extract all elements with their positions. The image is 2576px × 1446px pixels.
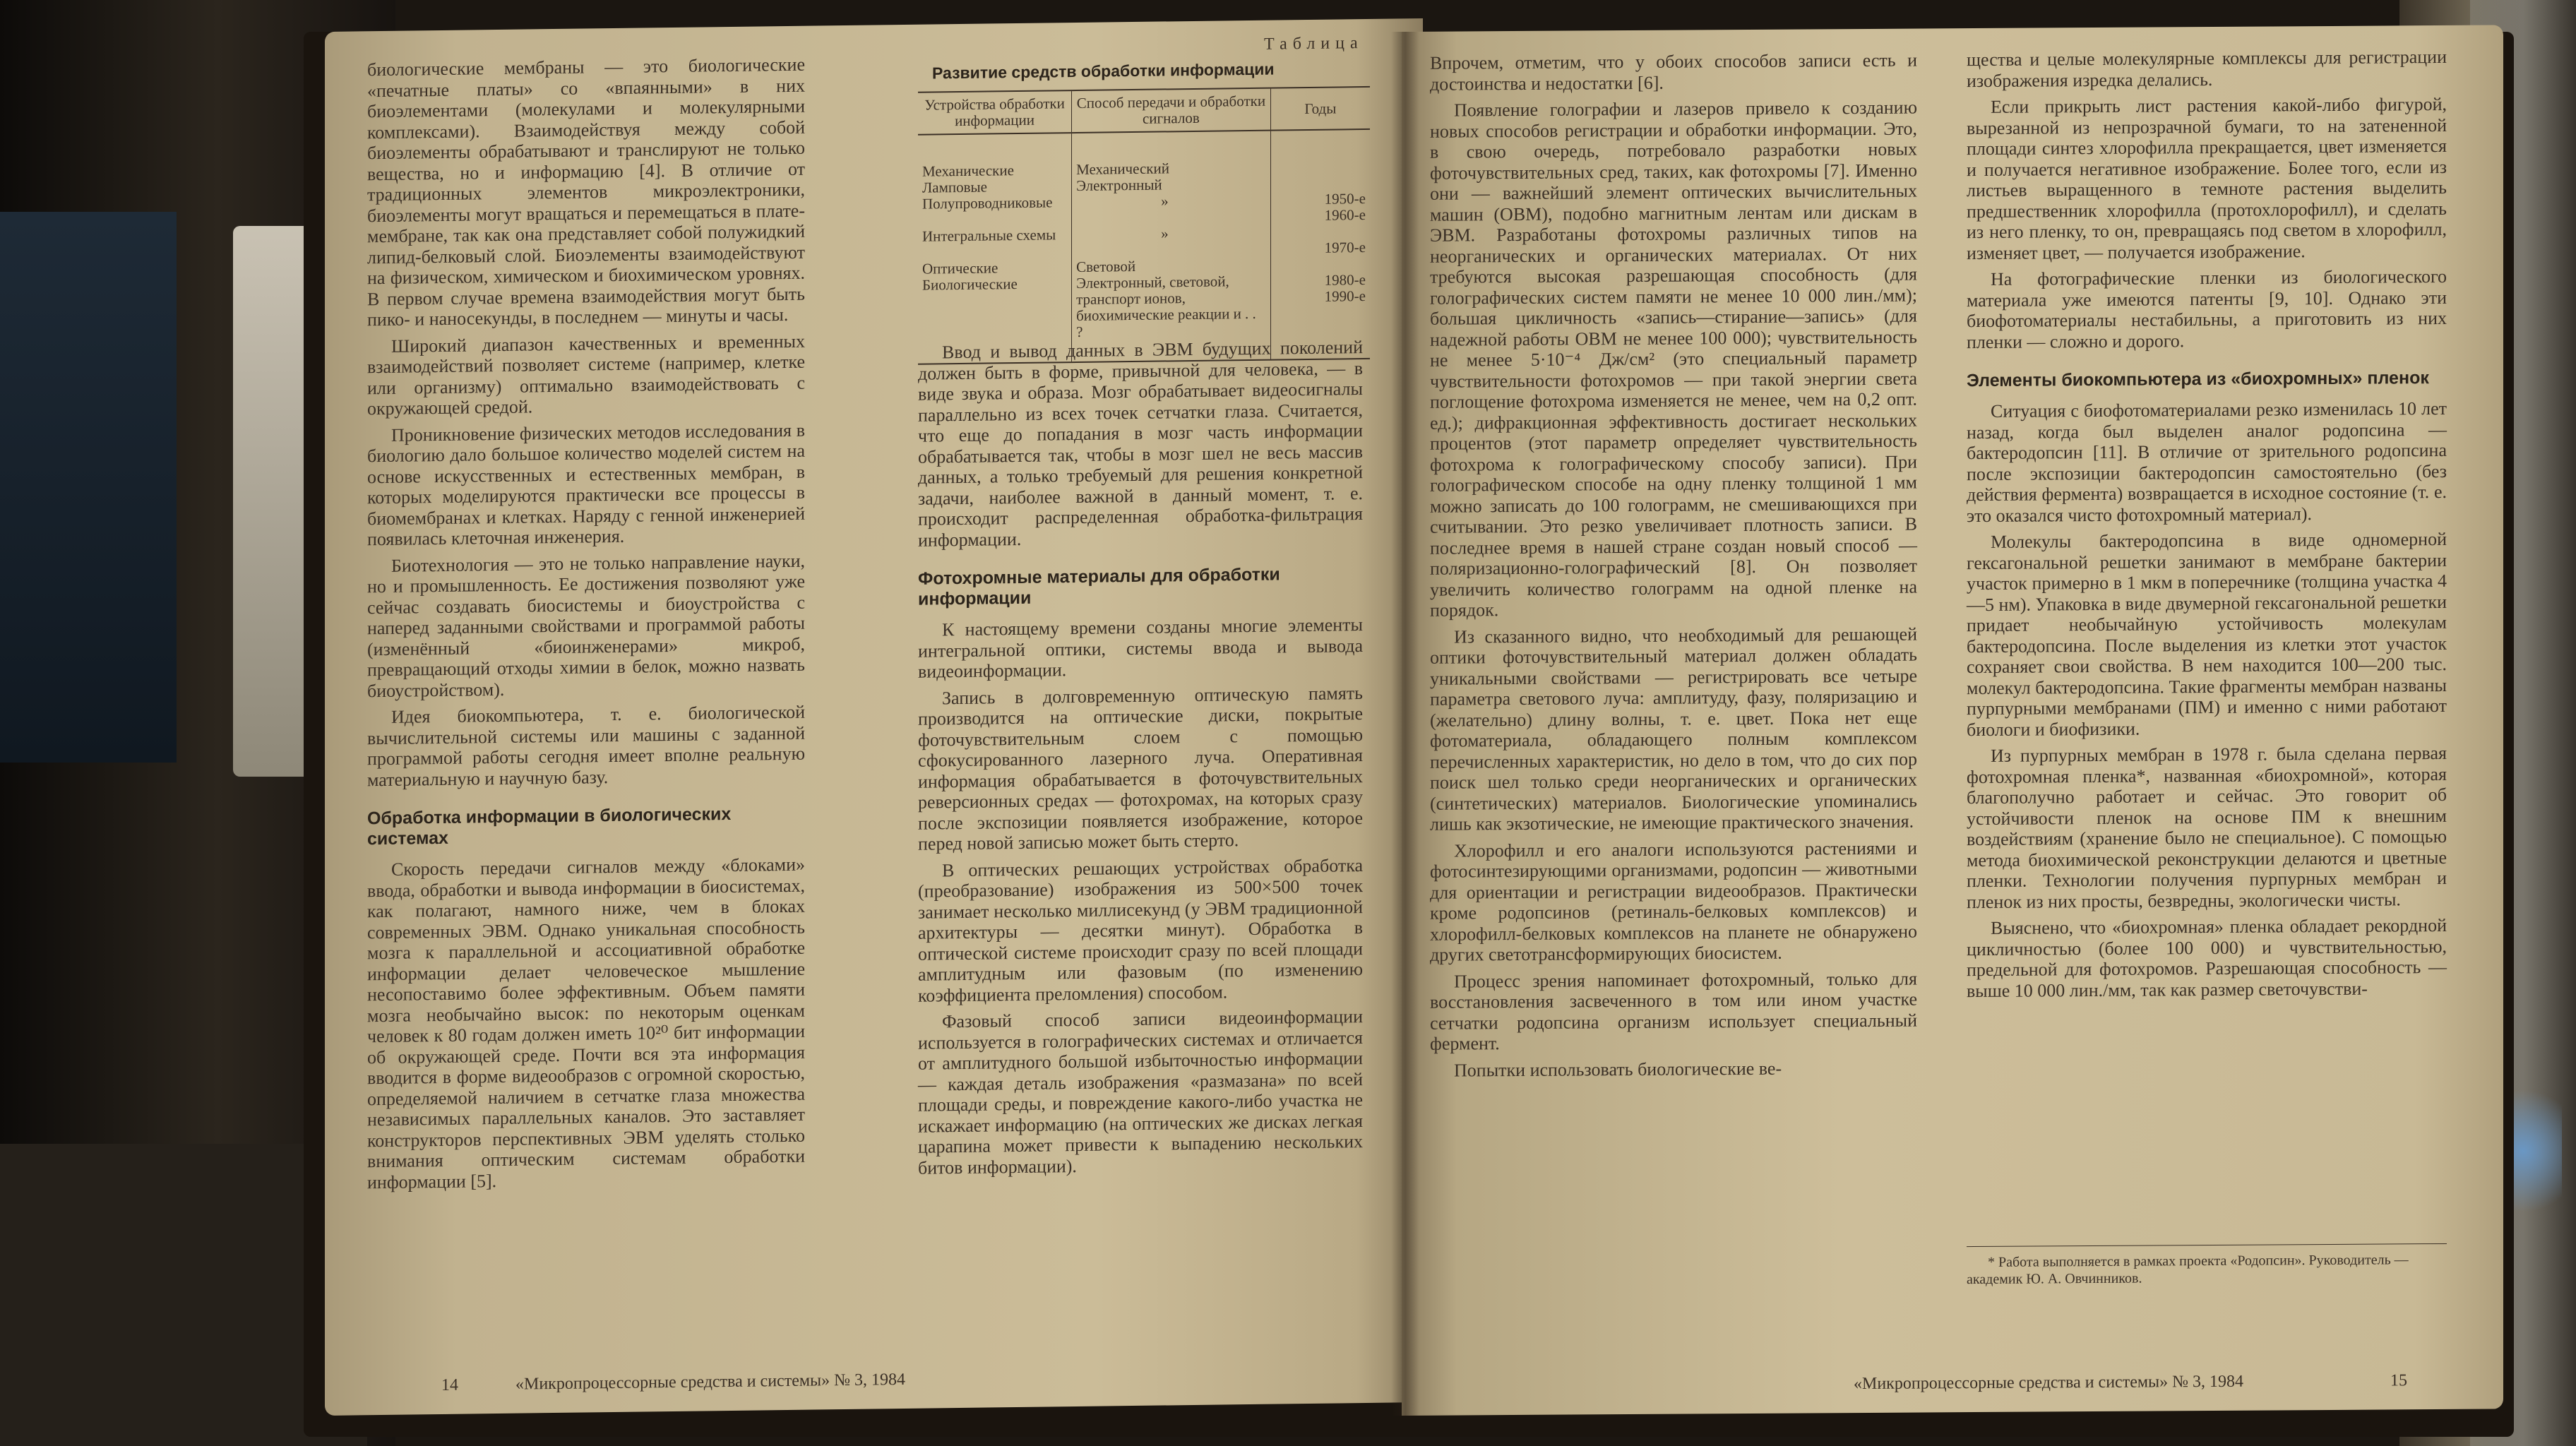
table-title: Развитие средств обработки информации (932, 59, 1275, 83)
table-cell: 1990-е (1324, 287, 1366, 305)
paragraph: щества и целые молекулярные комплексы для регистрации изображения изредка делались. (1967, 46, 2447, 91)
paragraph: Запись в долговременную оптическую память производится на оптические диски, покрытые фоточувствительным слоем с помощью сфокусированного лазерного луча. Оперативная информация обрабатывается в фоточувствительных реверсионных средах — фотохромах, на которых сразу после экспозиции появляется изображение, которое перед новой записью может быть стерто. (918, 682, 1363, 854)
table-cell: Биологические (922, 275, 1018, 294)
table-cell: Световой (1076, 257, 1136, 275)
devices-cell (918, 133, 1072, 364)
paragraph: Процесс зрения напоминает фотохромный, только для восстановления засвеченного в том или ином участке сетчатки родопсина организм использует специальный фермент. (1430, 968, 1917, 1054)
right-column-2 (1967, 47, 2447, 1007)
left-column-1 (367, 54, 805, 1199)
paragraph: Выяснено, что «биохромная» пленка обладает рекордной цикличностью (более 100 000) и чувствительностью, предельной для фотохромов. Разрешающая способность — выше 10 000 лин./мм, так как размер светочувстви- (1967, 914, 2447, 1001)
paragraph: Биотехнология — это не только направление науки, но и промышленность. Ее достижения позволяют уже сейчас создавать биосистемы и биоустройства с наперед заданными свойствами и программой работы (изменённый «биоинженерами» микроб, превращающий отходы химии в белок, можно назвать биоустройством). (367, 550, 805, 701)
paragraph: Из пурпурных мембран в 1978 г. была сделана первая фотохромная пленка*, названная «биохромной», которая благополучно работает и сейчас. Это говорит об устойчивости пленок на основе ПМ к внешним воздействиям (хранение было не специальное). С помощью метода биохимической реконструкции делаются и цветные пленки. Технологии получения пурпурных мембран и пленок из них просты, безвредны, экологически чисты. (1967, 742, 2447, 912)
right-column-1 (1430, 50, 1917, 1087)
open-book (304, 32, 2514, 1437)
paragraph: Если прикрыть лист растения какой-либо фигурой, вырезанной из непрозрачной бумаги, то на затененной площади синтез хлорофилла прекращается, цвет изменяется и получается негативное изображение. Более того, если из листьев выращенного в темноте растения выделить предшественник хлорофилла (протохлорофилл), и сделать из него пленку, то он, превращаясь под светом в хлорофилл, изменяет цвет, — получается изображение. (1967, 93, 2447, 263)
footnote: * Работа выполняется в рамках проекта «Родопсин». Руководитель — академик Ю. А. Овчинников. (1967, 1243, 2447, 1288)
table-cell: » (1161, 225, 1169, 242)
table-cell: 1970-е (1324, 238, 1366, 256)
section-heading: Элементы биокомпьютера из «биохромных» пленок (1967, 368, 2429, 391)
paragraph: Фазовый способ записи видеоинформации используется в голографических системах и отличается от амплитудного большой избыточностью информации — каждая деталь изображения «размазана» по всей площади среды, и повреждение какого-либо участка не искажает информацию (на оптических же дисках легкая царапина может привести к выпадению нескольких битов информации). (918, 1006, 1363, 1178)
table-header: Устройства обработки информации (918, 90, 1072, 135)
methods-cell (1072, 131, 1271, 362)
page-number: 14 (441, 1375, 458, 1394)
paragraph: Широкий диапазон качественных и временных взаимодействий позволяет системе (например, клетке или организму) оптимально взаимодействовать с окружающей средой. (367, 330, 805, 419)
table-header: Способ передачи и обработки сигналов (1072, 88, 1271, 133)
table-cell: Оптические (922, 259, 998, 277)
paragraph: К настоящему времени созданы многие элементы интегральной оптики, системы ввода и вывода видеоинформации. (918, 614, 1363, 682)
paragraph: В оптических решающих устройствах обработка (преобразование) изображения из 500×500 точек занимает несколько миллисекунд (у ЭВМ традиционной архитектуры — десятки минут). Обработка в оптической системе происходит сразу по всей площади амплитудным или фазовым (по изменению коэффициента преломления) способом. (918, 854, 1363, 1006)
paragraph: Появление голографии и лазеров привело к созданию новых способов регистрации и обработки информации. Это, в свою очередь, потребовало разработки новых фоточувствительных сред, таких, как фотохромы [7]. Именно они — важнейший элемент оптических вычислительных машин (ОВМ), подобно магнитным лентам или дискам в ЭВМ. Разработаны фотохромы различных типов на неорганических и органических материалах. От них требуются высокая разрешающая способность (для голографических систем памяти не менее 10 000 лин./мм); большая цикличность «запись—стирание—запись» (для надежной работы ОВМ не менее 100 000); чувствительность не менее 5·10⁻⁴ Дж/см² (это специальный параметр чувствительности фотохромов — при такой энергии света поглощение фотохрома изменяется не менее, чем на 0,2 опт. ед.); дифракционная эффективность достигает нескольких процентов (этот параметр определяет чувствительность фотохрома к голографическому способу записи). При голографическом способе на одну пленку толщиной 1 мм можно записать до 100 голограмм, не смешивающихся при считывании. Это резко увеличивает плотность записи. В последнее время в нашей стране создан новый способ — поляризационно-голографический [8]. Он позволяет увеличить количество голограмм на одной пленке на порядок. (1430, 97, 1917, 621)
table-header: Годы (1270, 87, 1370, 131)
table-cell: Интегральные схемы (922, 226, 1056, 245)
right-page (1402, 25, 2503, 1416)
section-heading: Фотохромные материалы для обработки информации (918, 564, 1280, 609)
table-cell: Механические (922, 162, 1014, 180)
left-column-2 (918, 337, 1363, 1184)
page-number: 15 (2390, 1370, 2407, 1390)
table-cell: 1950-е (1324, 189, 1366, 208)
background-monitor (0, 212, 177, 763)
paragraph: Впрочем, отметим, что у обоих способов записи есть и достоинства и недостатки [6]. (1430, 49, 1917, 95)
table-cell: » (1161, 192, 1169, 210)
paragraph: Ввод и вывод данных в ЭВМ будущих поколений должен быть в форме, привычной для человека, — в виде звука и образа. Мозг обрабатывает видеосигналы параллельно из всех точек сетчатки глаза. Считается, что еще до попадания в мозг часть информации обрабатывается так, чтобы в мозг шел не весь массив данных, а только требуемый для решения конкретной задачи, наиболее важной в данный момент, т. е. происходит распределенная обработка-фильтрация информации. (918, 337, 1363, 551)
years-cell (1270, 129, 1370, 360)
table-cell: 1980-е (1324, 270, 1366, 289)
journal-footer: «Микропроцессорные средства и системы» № 3, 1984 (515, 1370, 906, 1394)
paragraph: Скорость передачи сигналов между «блоками» ввода, обработки и вывода информации в биосистемах, как полагают, намного ниже, чем в блоках современных ЭВМ. Однако уникальная способность мозга к параллельной и ассоциативной обработке информации делает человеческое мышление несопоставимо более эффективным. Объем памяти мозга необычайно высок: по некоторым оценкам человек к 80 годам должен иметь 10²⁰ бит информации об окружающей среде. Почти вся эта информация вводится в форме видеообразов с огромной скоростью, определяемой наличием в сетчатке глаза множества независимых параллельных каналов. Это заставляет конструкторов перспективных ЭВМ уделять столько внимания оптическим системам обработки информации [5]. (367, 854, 805, 1193)
paragraph: На фотографические пленки из биологического материала уже имеются патенты [9, 10]. Однако эти биофотоматериалы нестабильны, а приготовить из них пленки — сложно и дорого. (1967, 265, 2447, 352)
left-page (325, 18, 1423, 1416)
table-cell: 1960-е (1324, 205, 1366, 224)
section-heading: Обработка информации в биологических системах (367, 803, 732, 849)
table-cell: Механический (1076, 160, 1169, 178)
paragraph: Проникновение физических методов исследования в биологию дало большое количество моделей систем на основе искусственных и естественных мембран, в которых моделируются практически все процессы в биомембранах и клетках. Наряду с генной инженерией появилась клеточная инженерия. (367, 419, 805, 550)
paragraph: биологические мембраны — это биологические «печатные платы» со «впаянными» в них биоэлементами (молекулами и молекулярными комплексами). Взаимодействуя между собой биоэлементы обрабатывают и транслируют не только вещества, но и информацию [4]. В отличие от традиционных элементов микроэлектроники, биоэлементы могут вращаться и перемещаться в плате-мембране, так как она представляет собой полужидкий липид-белковый слой. Биоэлементы взаимодействуют на физическом, химическом и биохимическом уровнях. В первом случае времена взаимодействия могут быть пико- и наносекунды, в последнем — минуты и часы. (367, 54, 805, 330)
paragraph: Хлорофилл и его аналоги используются растениями и фотосинтезирующими организмами, родопсин — животными для ориентации и регистрации видеообразов. Практически кроме родопсинов (ретиналь-белковых комплексов) и хлорофилл-белковых комплексов на планете не обнаружено других светотрансформирующих биосистем. (1430, 837, 1917, 965)
table-cell: Полупроводниковые (922, 193, 1053, 213)
paragraph: Из сказанного видно, что необходимый для решающей оптики фоточувствительный материал должен обладать уникальными свойствами — регистрировать все четыре параметра светового луча: амплитуду, фазу, поляризацию и (желательно) длину волны, т. е. цвет. Пока нет еще фотоматериала, обладающего полным комплексом перечисленных характеристик, но дело в том, что до сих пор поиск шел только среди неорганических и органических (синтетических) материалов. Биологические упоминались лишь как экзотические, не имеющие практического значения. (1430, 623, 1917, 835)
paragraph: Идея биокомпьютера, т. е. биологической вычислительной системы или машины с заданной программой работы сегодня имеет вполне реальную материальную и научную базу. (367, 701, 805, 790)
book-gutter (1391, 32, 1419, 1416)
paragraph: Молекулы бактеродопсина в виде одномерной гексагональной решетки занимают в мембране бактерии участок примерно в 1 мкм в поперечнике (толщина участка 4—5 нм). Упаковка в виде двумерной гексагональной решетки придает необычайную устойчивость молекулам бактеродопсина. После выделения из клетки этот участок сохраняет свои свойства. В нем находится 100—200 тыс. молекул бактеродопсина. Такие фрагменты мембран названы пурпурными мембранами (ПМ) и именно с ними работают биологи и биофизики. (1967, 528, 2447, 740)
paragraph: Попытки использовать биологические ве- (1454, 1058, 1782, 1081)
journal-footer: «Микропроцессорные средства и системы» № 3, 1984 (1854, 1372, 2244, 1393)
table-cell: Электронный, световой, транспорт ионов, биохимические реакции и . . ? (1076, 273, 1256, 340)
table-cell: Электронный (1076, 176, 1162, 194)
table-cell: Ламповые (922, 178, 987, 196)
table-caption: Таблица (1264, 34, 1364, 54)
paragraph: Ситуация с биофотоматериалами резко изменилась 10 лет назад, когда был выделен аналог родопсина — бактеродопсин [11]. В отличие от зрительного родопсина после экспозиции бактеродопсин самостоятельно (без действия фермента) возвращается в исходное состояние (т. е. это оказался чисто фотохромный материал). (1967, 398, 2447, 526)
development-table (918, 86, 1370, 365)
